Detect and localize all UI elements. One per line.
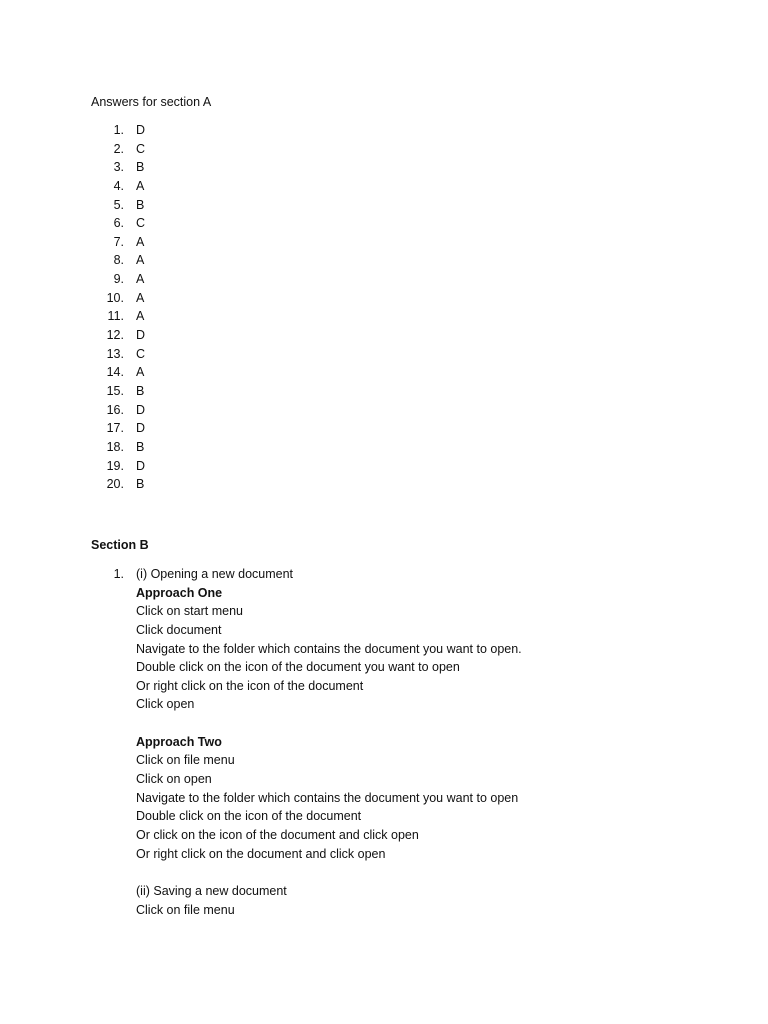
approach-one-step: Click on start menu xyxy=(136,604,243,619)
answer-value: C xyxy=(136,216,146,231)
approach-two-step: Navigate to the folder which contains the document you want to open xyxy=(136,790,519,805)
answer-value: D xyxy=(136,328,146,343)
answer-number: 13. xyxy=(106,346,124,361)
answer-number: 4. xyxy=(113,178,124,193)
answer-number: 19. xyxy=(106,458,124,473)
answer-value: B xyxy=(136,160,145,175)
approach-two-step: Double click on the icon of the document xyxy=(136,809,362,824)
approach-two-step: Or click on the icon of the document and click open xyxy=(136,827,419,842)
part-ii-title: (ii) Saving a new document xyxy=(136,883,287,898)
answer-number: 14. xyxy=(106,365,124,380)
part-ii-step: Click on file menu xyxy=(136,902,235,917)
approach-two-step: Click on file menu xyxy=(136,753,235,768)
paragraph-gap xyxy=(136,863,736,882)
approach-one-step: Navigate to the folder which contains the document you want to open. xyxy=(136,641,522,656)
answer-number: 6. xyxy=(113,216,124,231)
approach-one-step: Click open xyxy=(136,697,195,712)
approach-one-step: Click document xyxy=(136,622,222,637)
paragraph-gap xyxy=(136,714,736,733)
answer-value: D xyxy=(136,458,146,473)
answer-number: 20. xyxy=(106,477,124,492)
answer-value: C xyxy=(136,346,146,361)
answer-number: 5. xyxy=(113,197,124,212)
answer-number: 1. xyxy=(113,123,124,137)
section-b-item-number: 1. xyxy=(113,567,124,581)
answer-value: A xyxy=(136,253,145,268)
part-i-title: (i) Opening a new document xyxy=(136,567,294,581)
answer-number: 11. xyxy=(107,309,124,324)
answer-value: B xyxy=(136,439,145,454)
answer-number: 9. xyxy=(113,272,124,287)
answer-number: 3. xyxy=(113,160,124,175)
answer-value: B xyxy=(136,477,145,492)
approach-one-step: Double click on the icon of the document you want to open xyxy=(136,660,460,675)
answer-number: 12. xyxy=(106,328,124,343)
answer-value: A xyxy=(136,272,145,287)
section-b-item-body xyxy=(136,565,736,919)
answer-number: 16. xyxy=(106,402,124,417)
answer-value: A xyxy=(136,290,145,305)
answer-value: B xyxy=(136,197,145,212)
answer-value: A xyxy=(136,178,145,193)
answer-number: 17. xyxy=(106,421,124,436)
answer-number: 10. xyxy=(106,290,124,305)
answer-number: 8. xyxy=(113,253,124,268)
answer-number: 2. xyxy=(113,141,124,156)
section-b-heading: Section B xyxy=(91,538,149,552)
approach-two-step: Or right click on the document and click open xyxy=(136,846,386,861)
answer-value: C xyxy=(136,141,146,156)
approach-two-title: Approach Two xyxy=(136,734,222,749)
answer-number: 15. xyxy=(106,383,124,398)
approach-two-step: Click on open xyxy=(136,772,212,787)
section-a-heading: Answers for section A xyxy=(91,95,212,109)
answer-value: A xyxy=(136,309,145,324)
approach-one-title: Approach One xyxy=(136,585,223,600)
approach-one-step: Or right click on the icon of the document xyxy=(136,678,364,693)
answer-value: B xyxy=(136,383,145,398)
answer-value: A xyxy=(136,365,145,380)
answer-number: 18. xyxy=(106,439,124,454)
answer-value: D xyxy=(136,402,146,417)
answer-value: D xyxy=(136,123,146,137)
answer-number: 7. xyxy=(113,234,124,249)
answer-value: A xyxy=(136,234,145,249)
answer-value: D xyxy=(136,421,146,436)
